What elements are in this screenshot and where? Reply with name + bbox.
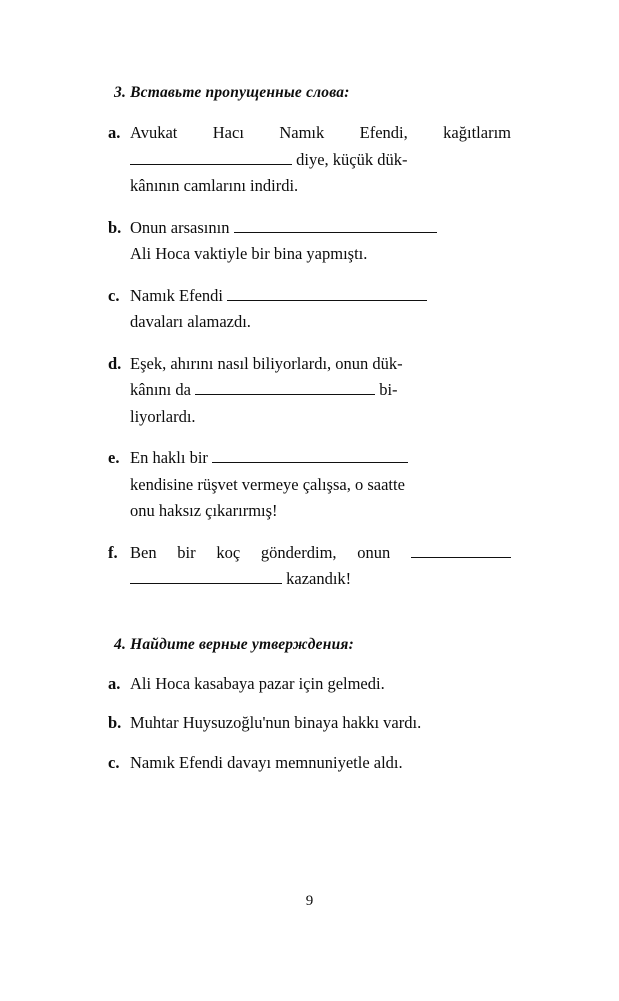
item-line-text: Onun arsasının <box>130 217 230 237</box>
item-line <box>130 377 511 404</box>
list-item <box>108 120 511 200</box>
exercise-3-heading: 3. Вставьте пропущенные слова: <box>114 84 350 101</box>
item-body-c <box>130 283 511 336</box>
fill-in-blank[interactable] <box>411 542 511 558</box>
exercise-4-heading: 4. Найдите верные утверждения: <box>114 635 354 653</box>
item-body-b: Muhtar Huysuzoğlu'nun binaya hakkı vardı. <box>130 713 422 732</box>
fill-in-blank[interactable] <box>212 447 408 463</box>
item-line: Avukat Hacı Namık Efendi, kağıtlarım <box>130 123 511 142</box>
item-line: Ali Hoca vaktiyle bir bina yapmıştı. <box>130 244 368 263</box>
item-label-a: a. <box>108 673 121 693</box>
item-body-d <box>130 351 511 431</box>
item-line <box>130 445 511 472</box>
section-spacer <box>108 608 511 636</box>
list-item <box>108 671 511 698</box>
exercise-4-list <box>108 671 511 777</box>
item-label-b: b. <box>108 217 122 237</box>
item-body-a: Ali Hoca kasabaya pazar için gelmedi. <box>130 673 385 693</box>
list-item <box>108 215 511 268</box>
item-line-text: kazandık! <box>286 569 352 588</box>
item-line-text: diye, küçük dük- <box>296 149 408 169</box>
fill-in-blank[interactable] <box>195 379 375 395</box>
item-line: davaları alamazdı. <box>130 312 251 331</box>
item-label-c: c. <box>108 752 120 772</box>
item-line <box>130 283 511 310</box>
item-line-text: En haklı bir <box>130 448 208 467</box>
item-body-b <box>130 215 511 268</box>
page-number: 9 <box>305 893 314 909</box>
item-line <box>130 147 511 174</box>
item-label-b: b. <box>108 713 122 732</box>
fill-in-blank[interactable] <box>130 568 282 584</box>
item-body-f <box>130 540 511 593</box>
list-item <box>108 283 511 336</box>
item-body-e <box>130 445 511 525</box>
item-line <box>130 540 511 567</box>
item-line: onu haksız çıkarırmış! <box>130 501 278 520</box>
item-line: liyorlardı. <box>130 406 196 426</box>
item-line: Eşek, ahırını nasıl biliyorlardı, onun dük- <box>130 353 403 373</box>
item-line <box>130 566 511 593</box>
item-line-text: bi- <box>379 380 398 399</box>
item-label-e: e. <box>108 448 120 467</box>
item-line: kendisine rüşvet vermeye çalışsa, o saatte <box>130 474 405 494</box>
fill-in-blank[interactable] <box>130 149 292 165</box>
item-label-f: f. <box>108 542 118 562</box>
item-label-a: a. <box>108 123 121 142</box>
list-item <box>108 540 511 593</box>
item-label-d: d. <box>108 353 122 373</box>
list-item <box>108 351 511 431</box>
item-line-text: kânını da <box>130 380 191 399</box>
fill-in-blank[interactable] <box>227 285 427 301</box>
item-body-a <box>130 120 511 200</box>
list-item <box>108 750 511 777</box>
item-label-c: c. <box>108 285 120 305</box>
item-body-c: Namık Efendi davayı memnuniyetle aldı. <box>130 752 403 772</box>
exercise-3-list <box>108 120 511 593</box>
item-line-text: Namık Efendi <box>130 285 224 305</box>
fill-in-blank[interactable] <box>234 217 437 233</box>
item-line-text: Ben bir koç gönderdim, onun <box>130 542 391 562</box>
item-line: kânının camlarını indirdi. <box>130 176 299 195</box>
list-item <box>108 445 511 525</box>
list-item <box>108 710 511 737</box>
item-line <box>130 215 511 242</box>
